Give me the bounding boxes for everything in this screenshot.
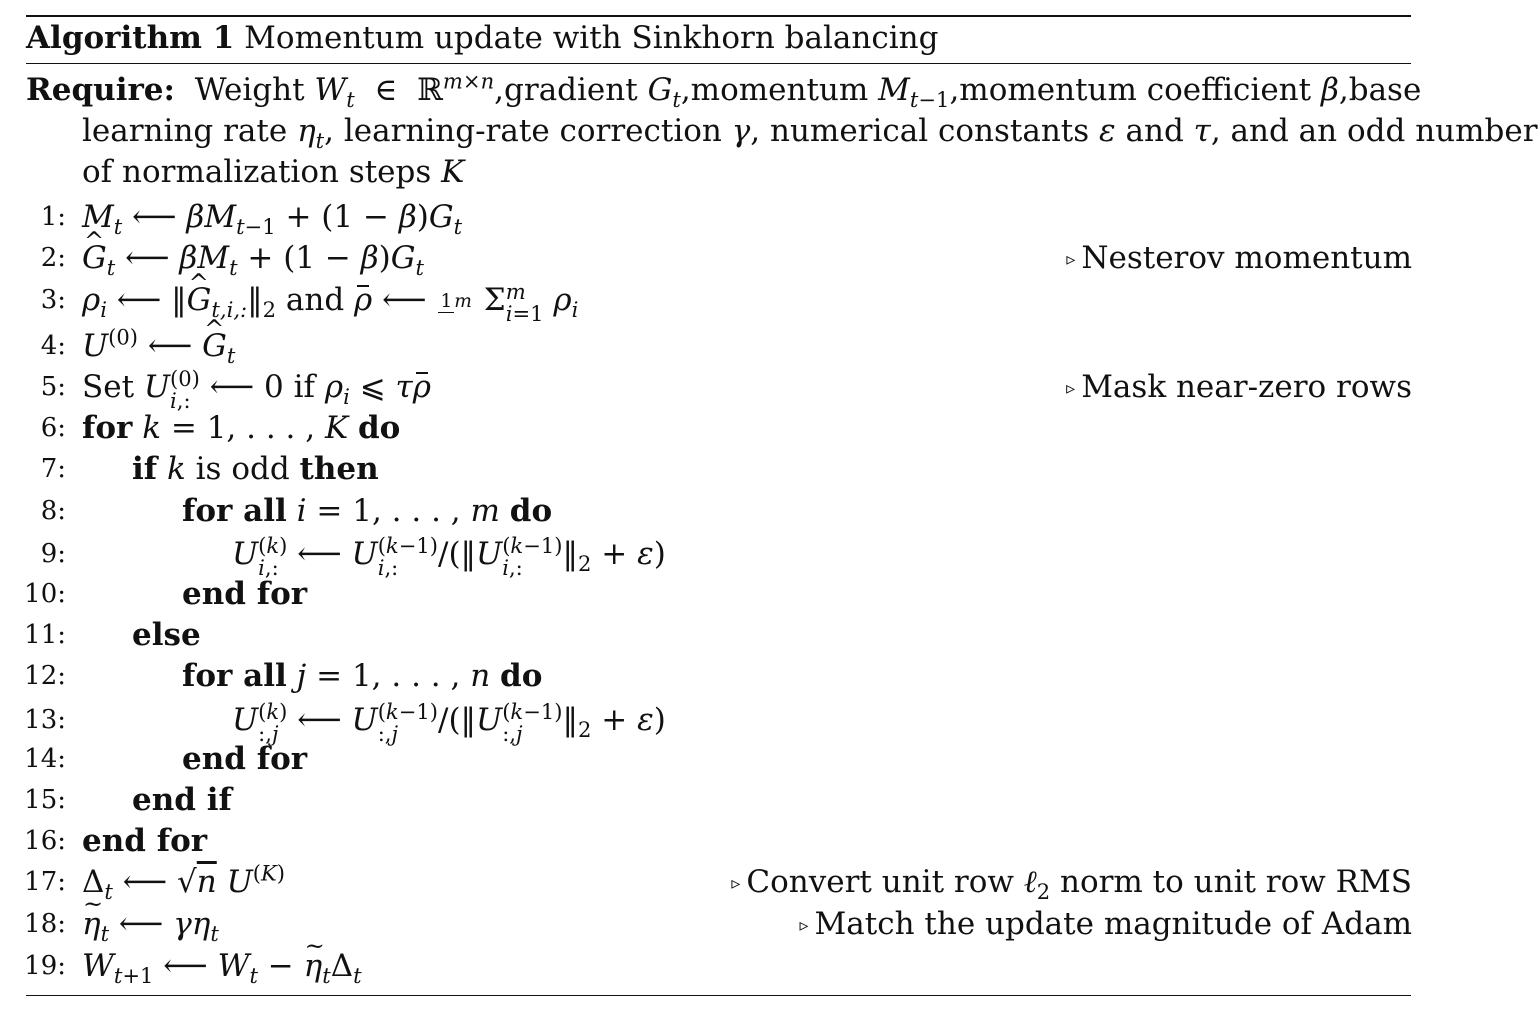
line-number: 6: — [40, 413, 66, 443]
line-number: 9: — [40, 539, 66, 569]
algorithm-line — [0, 615, 1412, 656]
line-number: 2: — [40, 243, 66, 273]
line-number: 4: — [40, 331, 66, 361]
comment-triangle-icon: ▹ — [731, 873, 741, 894]
line-code: $M_t$ ⟵ $\beta M_{t-1} + (1 - \beta)G_t$ — [82, 199, 463, 240]
line-code: U (k) :,j ⟵ U (k−1) :,j /(‖U (k−1) :,j $‖_2 + \varepsilon$) — [232, 699, 666, 746]
algorithm-title — [26, 15, 938, 61]
line-number: 11: — [24, 620, 66, 650]
line-number: 16: — [24, 826, 66, 856]
algorithm-line — [0, 574, 1412, 615]
algorithm-line — [0, 408, 1412, 449]
line-code: U (k) i,: ⟵ U (k−1) i,: /(‖U (k−1) i,: $‖_2 + \varepsilon$) — [232, 533, 666, 580]
line-number: 19: — [24, 951, 66, 981]
algorithm-label: Algorithm 1 — [26, 20, 235, 56]
comment-triangle-icon: ▹ — [1066, 249, 1076, 270]
algorithm-line — [0, 366, 1412, 413]
algorithm-line — [0, 862, 1412, 903]
line-number: 8: — [40, 496, 66, 526]
algorithm-line — [0, 821, 1412, 862]
title-rule — [26, 63, 1411, 64]
line-code: ^ $G_t$ ⟵ $\beta M_t + (1 - \beta)G_t$ — [82, 238, 424, 279]
line-code: for k = 1, . . . , K do — [82, 410, 401, 446]
line-code: for all i = 1, . . . , m do — [182, 493, 553, 529]
line-comment: ▹ Nesterov momentum — [1066, 240, 1412, 276]
line-number: 1: — [40, 202, 66, 232]
line-code: $U^{(0)}$ ⟵ ^ $G_t$ — [82, 326, 235, 367]
line-code: end for — [82, 823, 208, 859]
algorithm-line — [0, 238, 1412, 279]
line-code: $\Delta_t$ ⟵ √n $U^{(K)}$ — [82, 860, 285, 905]
line-number: 13: — [24, 705, 66, 735]
line-comment: ▹ Convert unit row ℓ$_2$ norm to unit row RMS — [731, 864, 1412, 905]
line-code: end for — [182, 576, 308, 612]
algorithm-line — [0, 656, 1412, 697]
line-number: 14: — [24, 744, 66, 774]
line-code: for all j = 1, . . . , n do — [182, 658, 543, 694]
line-number: 7: — [40, 454, 66, 484]
line-code: if k is odd then — [132, 451, 379, 487]
line-number: 10: — [24, 579, 66, 609]
line-code: end if — [132, 782, 232, 818]
algorithm-line — [0, 946, 1412, 987]
line-number: 18: — [24, 909, 66, 939]
require-block: Require: Weight $W_t$ ∈ ℝ$^{m\times n}$, gradient $G_t$, momentum $M_{t-1}$, momentum coefficient β, base learning rate $\eta_t$, learning-rate correction γ, numerical constants ε and τ, and an odd number of normalization steps K — [26, 68, 1538, 190]
algorithm-line — [0, 739, 1412, 780]
line-number: 17: — [24, 867, 66, 897]
line-code: $\rho_i$ ⟵ ‖^ $G_{t,i,:}‖_2$ and ρ ⟵ 1 m Σ m i=1 $\rho_i$ — [82, 280, 578, 324]
algorithm-name: Momentum update with Sinkhorn balancing — [244, 20, 939, 56]
algorithm-line — [0, 780, 1412, 821]
line-number: 3: — [40, 285, 66, 315]
line-code: else — [132, 617, 201, 653]
algorithm-line — [0, 197, 1412, 238]
bottom-rule — [26, 995, 1411, 996]
line-comment: ▹ Mask near-zero rows — [1066, 369, 1412, 405]
algorithm-line — [0, 904, 1412, 945]
line-code: ~ $\eta_t$ ⟵ $\gamma\eta_t$ — [82, 904, 219, 945]
algorithm-line — [0, 491, 1412, 532]
line-code: end for — [182, 741, 308, 777]
line-code: $W_{t+1}$ ⟵ $W_t$ − ~ $\eta_t\Delta_t$ — [82, 946, 362, 987]
require-label: Require: — [26, 72, 175, 108]
line-number: 15: — [24, 785, 66, 815]
line-comment: ▹ Match the update magnitude of Adam — [799, 906, 1412, 942]
algorithm-line — [0, 533, 1412, 580]
comment-triangle-icon: ▹ — [1066, 378, 1076, 399]
algorithm-line — [0, 699, 1412, 746]
algorithm-line — [0, 326, 1412, 367]
line-number: 12: — [24, 661, 66, 691]
algorithm-line — [0, 449, 1412, 490]
comment-triangle-icon: ▹ — [799, 915, 809, 936]
line-code: Set U (0) i,: ⟵ 0 if $\rho_i$ ⩽ τρ — [82, 366, 431, 413]
line-number: 5: — [40, 372, 66, 402]
